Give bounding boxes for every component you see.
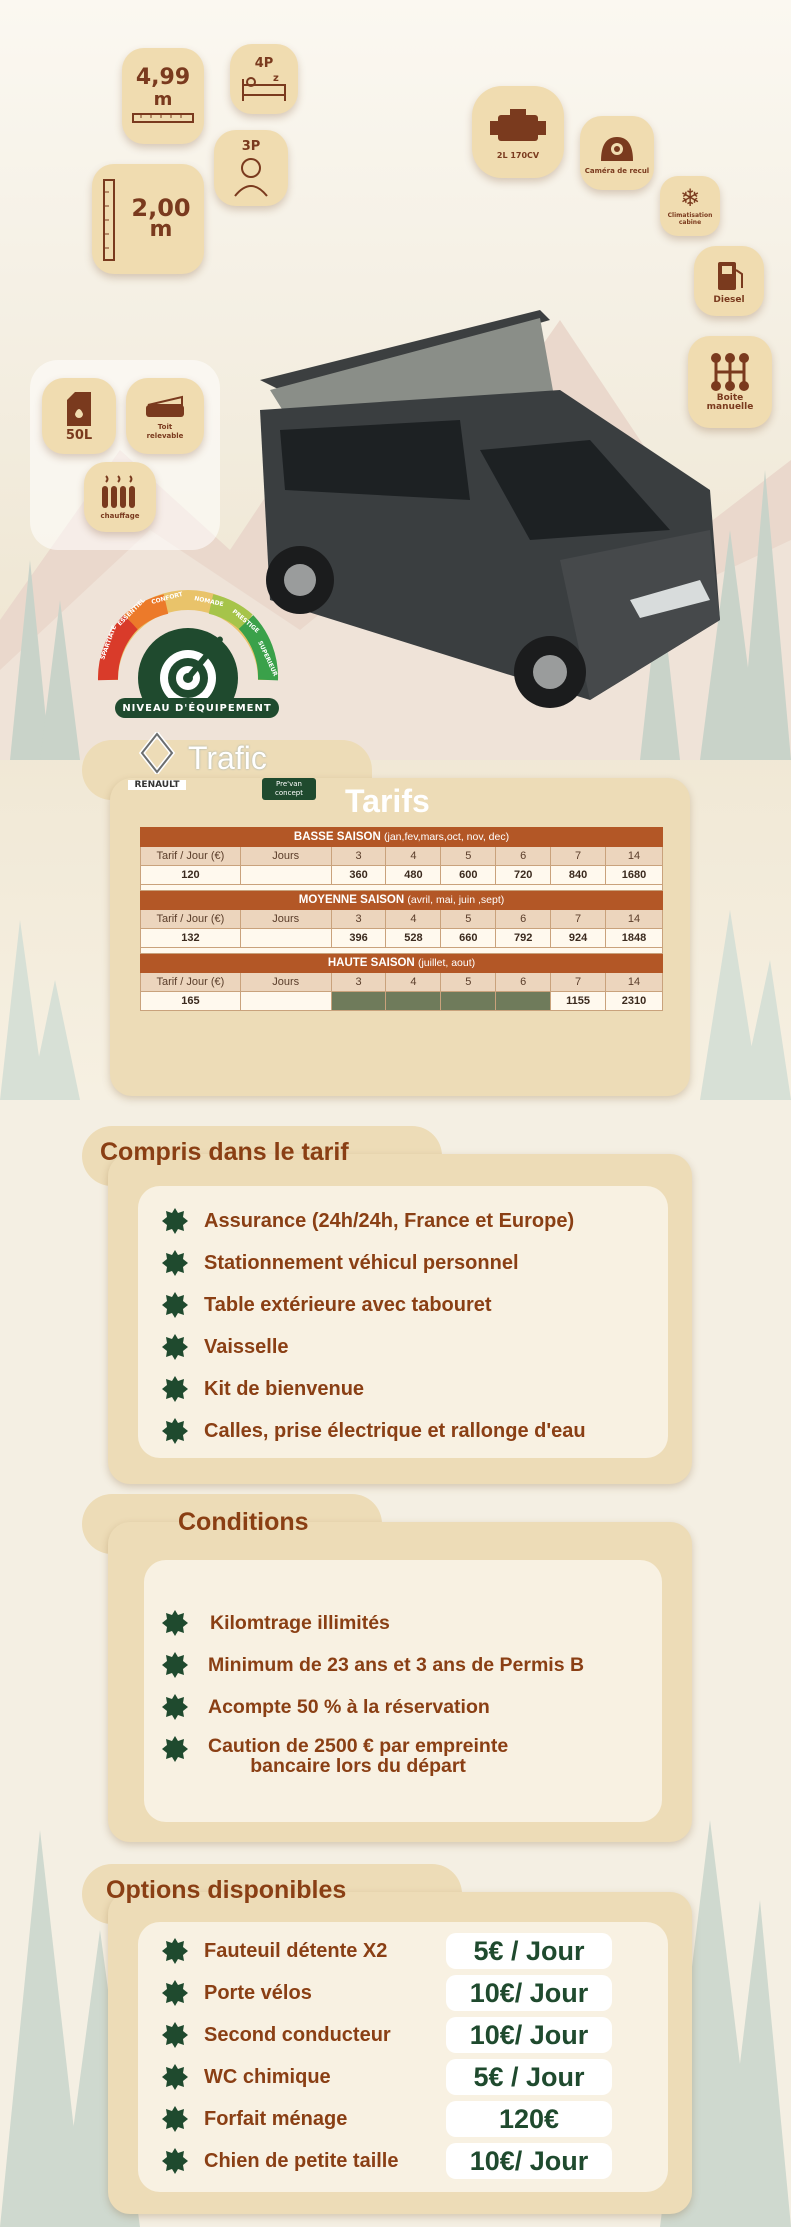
price-cell: 480	[386, 866, 441, 885]
snowflake-icon: ❄	[679, 184, 701, 212]
tarifs-table-wrap	[140, 827, 663, 1011]
option-label: Chien de petite taille	[204, 2149, 399, 2172]
gauge-level-label: PRESTIGE	[230, 608, 261, 635]
day-header: 14	[606, 973, 663, 992]
svg-text:z: z	[273, 72, 279, 84]
day-header: 4	[386, 973, 441, 992]
option-price: 10€/ Jour	[446, 2143, 612, 2179]
option-row	[162, 1930, 612, 1972]
heating-label: chauffage	[100, 511, 140, 520]
table-row	[141, 992, 663, 1011]
option-label: Porte vélos	[204, 1981, 312, 2004]
price-cell	[386, 992, 441, 1011]
price-cell: 720	[496, 866, 551, 885]
condition-text: Minimum de 23 ans et 3 ans de Permis B	[208, 1653, 585, 1676]
height-badge	[92, 164, 204, 274]
col-tarif-header: Tarif / Jour (€)	[141, 973, 241, 992]
bed-icon	[239, 71, 289, 103]
compris-text: Table extérieure avec tabouret	[204, 1293, 492, 1316]
day-header: 7	[551, 973, 606, 992]
price-cell: 396	[331, 929, 386, 948]
option-price: 5€ / Jour	[446, 2059, 612, 2095]
list-item	[162, 1326, 586, 1368]
daily-price: 165	[141, 992, 241, 1011]
list-item	[162, 1644, 584, 1686]
sleep-places-badge	[230, 44, 298, 114]
day-header: 4	[386, 847, 441, 866]
day-header: 5	[441, 910, 496, 929]
radiator-icon	[98, 474, 142, 510]
list-item	[162, 1368, 586, 1410]
empty-cell	[240, 929, 331, 948]
price-cell: 600	[441, 866, 496, 885]
season-header	[141, 954, 663, 973]
table-header-row	[141, 973, 663, 992]
price-cell: 924	[551, 929, 606, 948]
price-cell	[441, 992, 496, 1011]
list-item	[162, 1602, 584, 1644]
renault-logo	[128, 732, 186, 792]
empty-cell	[240, 866, 331, 885]
badge-bullet-icon	[162, 1694, 188, 1720]
col-jours-header: Jours	[240, 910, 331, 929]
day-header: 4	[386, 910, 441, 929]
sleep-places-value: 4P	[254, 55, 274, 71]
table-row	[141, 866, 663, 885]
gauge-level-label: SPARTIATE	[99, 624, 119, 661]
seats-badge	[214, 130, 288, 206]
length-unit: m	[153, 89, 173, 110]
brand-maker: RENAULT	[128, 780, 186, 790]
table-row	[141, 929, 663, 948]
badge-bullet-icon	[162, 1652, 188, 1678]
length-badge	[122, 48, 204, 144]
price-cell: 2310	[606, 992, 663, 1011]
col-tarif-header: Tarif / Jour (€)	[141, 910, 241, 929]
compris-text: Calles, prise électrique et rallonge d'eau	[204, 1419, 586, 1442]
condition-text: Kilomtrage illimités	[210, 1611, 390, 1634]
condition-text: Caution de 2500 € par empreinte	[208, 1735, 509, 1757]
camera-badge	[580, 116, 654, 190]
daily-price: 120	[141, 866, 241, 885]
badge-bullet-icon	[162, 1292, 188, 1318]
engine-label: 2L 170CV	[496, 150, 540, 160]
compris-title: Compris dans le tarif	[100, 1138, 349, 1166]
jerrycan-icon	[61, 390, 97, 428]
season-name: HAUTE SAISON	[327, 957, 415, 969]
condition-text: bancaire lors du départ	[250, 1755, 466, 1777]
price-cell: 360	[331, 866, 386, 885]
price-cell	[331, 992, 386, 1011]
person-icon	[229, 154, 273, 198]
day-header: 5	[441, 847, 496, 866]
ruler-vertical-icon	[100, 178, 124, 262]
fuel-label: Diesel	[713, 294, 745, 305]
table-header-row	[141, 847, 663, 866]
engine-badge	[472, 86, 564, 178]
option-row	[162, 2056, 612, 2098]
day-header: 7	[551, 910, 606, 929]
price-cell	[496, 992, 551, 1011]
length-value: 4,99	[135, 65, 191, 90]
option-row	[162, 2014, 612, 2056]
gauge-label: NIVEAU D'ÉQUIPEMENT	[115, 698, 279, 718]
engine-icon	[488, 105, 548, 149]
badge-bullet-icon	[162, 1736, 188, 1762]
badge-bullet-icon	[162, 1938, 188, 1964]
col-jours-header: Jours	[240, 973, 331, 992]
compris-list	[162, 1200, 586, 1452]
tank-badge	[42, 378, 116, 454]
height-unit: m	[149, 217, 173, 242]
day-header: 6	[496, 910, 551, 929]
clim-label: Climatisation cabine	[667, 212, 713, 226]
compris-text: Assurance (24h/24h, France et Europe)	[204, 1209, 575, 1232]
list-item	[162, 1242, 586, 1284]
day-header: 6	[496, 847, 551, 866]
season-header-row	[141, 891, 663, 910]
height-value: 2,00	[131, 194, 191, 222]
condition-text: Acompte 50 % à la réservation	[208, 1695, 490, 1718]
clim-badge	[660, 176, 720, 236]
day-header: 6	[496, 973, 551, 992]
day-header: 3	[331, 847, 386, 866]
season-name: BASSE SAISON	[293, 831, 381, 843]
ruler-horizontal-icon	[131, 111, 195, 125]
price-cell: 660	[441, 929, 496, 948]
roof-label: Toit relevable	[146, 423, 184, 440]
daily-price: 132	[141, 929, 241, 948]
badge-bullet-icon	[162, 1250, 188, 1276]
price-cell: 1848	[606, 929, 663, 948]
option-label: Second conducteur	[204, 2023, 391, 2046]
season-period: (jan,fev,mars,oct, nov, dec)	[384, 831, 510, 843]
option-label: WC chimique	[204, 2065, 331, 2088]
col-tarif-header: Tarif / Jour (€)	[141, 847, 241, 866]
van-illustration	[230, 300, 730, 720]
brand-concept: Pre'van concept	[262, 778, 316, 800]
option-row	[162, 2140, 612, 2182]
conditions-title: Conditions	[178, 1508, 309, 1536]
camera-label: Caméra de recul	[584, 166, 650, 175]
list-item	[162, 1410, 586, 1452]
tarifs-table	[140, 827, 663, 1011]
option-price: 10€/ Jour	[446, 1975, 612, 2011]
camera-icon	[597, 131, 637, 165]
price-cell: 792	[496, 929, 551, 948]
day-header: 5	[441, 973, 496, 992]
season-header-row	[141, 954, 663, 973]
season-header-row	[141, 828, 663, 847]
options-list	[162, 1930, 612, 2182]
gauge-level-label: CONFORT	[150, 590, 184, 606]
badge-bullet-icon	[162, 1980, 188, 2006]
options-title: Options disponibles	[106, 1876, 347, 1904]
day-header: 14	[606, 847, 663, 866]
equipment-gauge	[86, 560, 290, 710]
price-cell: 1155	[551, 992, 606, 1011]
price-cell: 1680	[606, 866, 663, 885]
option-row	[162, 2098, 612, 2140]
season-period: (juillet, aout)	[417, 957, 476, 969]
list-item	[162, 1284, 586, 1326]
option-label: Forfait ménage	[204, 2107, 348, 2130]
heating-badge	[84, 462, 156, 532]
empty-cell	[240, 992, 331, 1011]
gauge-level-label: SUPERIEUR	[256, 639, 279, 678]
day-header: 7	[551, 847, 606, 866]
roof-badge	[126, 378, 204, 454]
list-item	[162, 1200, 586, 1242]
table-header-row	[141, 910, 663, 929]
badge-bullet-icon	[162, 1610, 188, 1636]
season-name: MOYENNE SAISON	[298, 894, 405, 906]
renault-diamond-icon	[128, 732, 186, 774]
badge-bullet-icon	[162, 1208, 188, 1234]
compris-text: Vaisselle	[204, 1335, 289, 1358]
badge-bullet-icon	[162, 2022, 188, 2048]
badge-bullet-icon	[162, 2148, 188, 2174]
day-header: 3	[331, 973, 386, 992]
gearbox-label: Boite manuelle	[706, 393, 754, 412]
tarifs-title: Tarifs	[345, 783, 430, 819]
list-item	[162, 1686, 584, 1728]
option-label: Fauteuil détente X2	[204, 1939, 388, 1962]
option-price: 10€/ Jour	[446, 2017, 612, 2053]
seats-value: 3P	[241, 138, 261, 154]
badge-bullet-icon	[162, 1334, 188, 1360]
price-cell: 840	[551, 866, 606, 885]
season-header	[141, 828, 663, 847]
season-header	[141, 891, 663, 910]
day-header: 3	[331, 910, 386, 929]
col-jours-header: Jours	[240, 847, 331, 866]
badge-bullet-icon	[162, 1376, 188, 1402]
fuel-pump-icon	[712, 258, 746, 294]
tank-label: 50L	[65, 427, 93, 443]
season-period: (avril, mai, juin ,sept)	[407, 894, 505, 906]
gauge-level-label: NOMADE	[193, 595, 225, 609]
brand-model: Trafic	[188, 740, 267, 776]
option-row	[162, 1972, 612, 2014]
option-price: 120€	[446, 2101, 612, 2137]
badge-bullet-icon	[162, 2106, 188, 2132]
option-price: 5€ / Jour	[446, 1933, 612, 1969]
gauge-level-label: ESSENTIEL	[116, 597, 147, 628]
badge-bullet-icon	[162, 2064, 188, 2090]
badge-bullet-icon	[162, 1418, 188, 1444]
day-header: 14	[606, 910, 663, 929]
conditions-list	[162, 1602, 585, 1777]
compris-text: Stationnement véhicul personnel	[204, 1251, 519, 1274]
compris-text: Kit de bienvenue	[204, 1377, 365, 1400]
pop-top-roof-icon	[142, 391, 188, 421]
list-item	[162, 1728, 584, 1777]
price-cell: 528	[386, 929, 441, 948]
